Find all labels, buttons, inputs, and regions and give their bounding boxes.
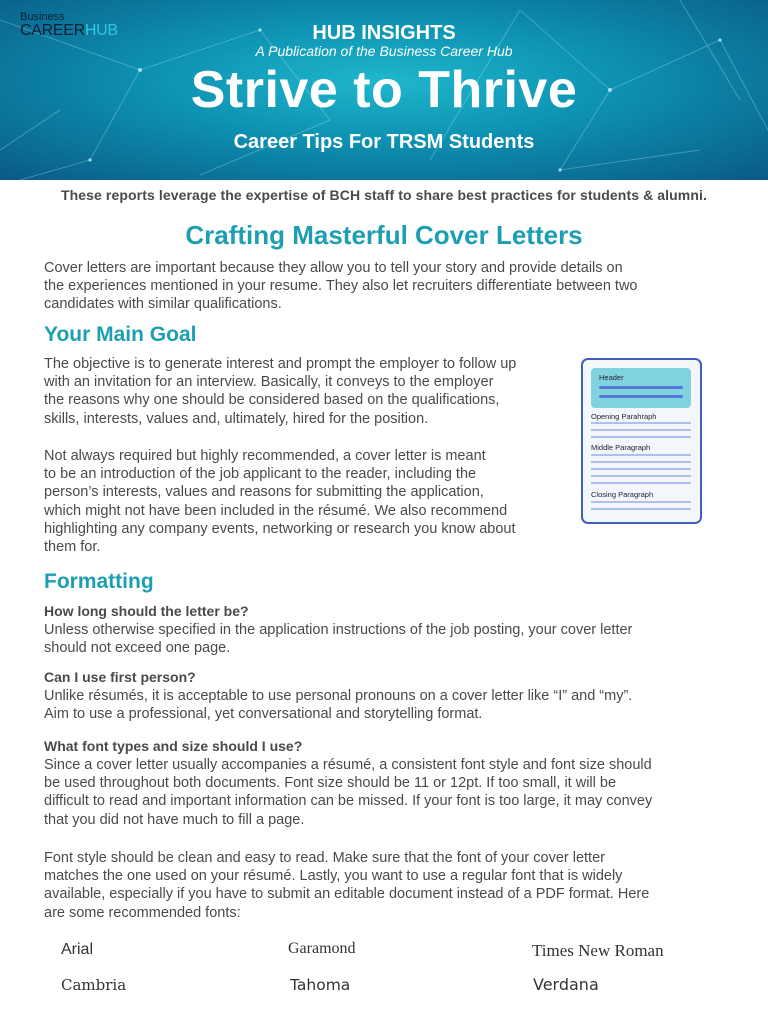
logo-career: CAREER (20, 22, 85, 39)
answer-paragraph (44, 687, 632, 723)
intro-statement: These reports leverage the expertise of BCH staff to share best practices for students & alumni. (60, 187, 707, 203)
header-bar (599, 386, 683, 389)
section-heading-formatting: Formatting (44, 570, 154, 593)
answer-paragraph (44, 756, 652, 829)
header-banner (0, 0, 768, 180)
font-sample-arial: Arial (61, 941, 94, 958)
font-sample-garamond: Garamond (288, 940, 356, 957)
question-heading: Can I use first person? (44, 669, 196, 685)
publication-line: A Publication of the Business Career Hub (255, 43, 513, 59)
font-sample-cambria: Cambria (61, 976, 127, 994)
text-line: Since a cover letter usually accompanies a résumé, a consistent font style and font size should (44, 757, 652, 773)
goal-paragraph-1 (44, 355, 516, 428)
placeholder-line (591, 454, 691, 456)
article-title: Crafting Masterful Cover Letters (185, 220, 583, 250)
lead-paragraph (44, 259, 637, 314)
question-heading: How long should the letter be? (44, 603, 249, 619)
newsletter-subtitle: Career Tips For TRSM Students (233, 131, 535, 153)
text-line: which might not have been included in the résumé. We also recommend (44, 502, 508, 519)
text-line: with an invitation for an interview. Basically, it conveys to the employer (44, 374, 494, 391)
text-line: Unless otherwise specified in the application instructions of the job posting, your cover letter (44, 622, 633, 638)
placeholder-line (591, 461, 691, 463)
placeholder-line (591, 468, 691, 470)
logo-line1: Business (20, 11, 65, 23)
placeholder-line (591, 429, 691, 431)
placeholder-line (591, 436, 691, 438)
text-line: Not always required but highly recommended, a cover letter is meant (44, 448, 486, 464)
placeholder-line (591, 482, 691, 484)
text-line: Aim to use a professional, yet conversational and storytelling format. (44, 706, 483, 723)
illustration-middle-label: Middle Paragraph (591, 443, 651, 452)
text-line: skills, interests, values and, ultimately, hired for the position. (44, 410, 429, 427)
illustration-header-block (591, 368, 691, 408)
text-line: difficult to read and important information can be missed. If your font is too large, it may convey (44, 793, 653, 810)
answer-paragraph (44, 621, 632, 657)
text-line: Font style should be clean and easy to read. Make sure that the font of your cover letter (44, 850, 605, 866)
text-line: matches the one used on your résumé. Lastly, you want to use a regular font that is widely (44, 868, 623, 885)
illustration-opening-label: Opening Parahraph (591, 412, 657, 421)
text-line: are some recommended fonts: (44, 904, 241, 921)
placeholder-line (591, 475, 691, 477)
newsletter-title: Strive to Thrive (190, 61, 578, 119)
font-sample-verdana: Verdana (533, 975, 599, 994)
illustration-header-label: Header (599, 373, 624, 382)
text-line: that you did not have much to fill a page. (44, 811, 305, 828)
question-heading: What font types and size should I use? (44, 738, 303, 754)
logo-hub: HUB (84, 22, 118, 39)
header-bar (599, 395, 683, 398)
text-line: Unlike résumés, it is acceptable to use personal pronouns on a cover letter like “I” and “my”. (44, 688, 633, 704)
placeholder-line (591, 501, 691, 503)
text-line: Cover letters are important because they allow you to tell your story and provide details on (44, 260, 623, 276)
text-line: be used throughout both documents. Font size should be 11 or 12pt. If too small, it will be (44, 775, 617, 792)
text-line: The objective is to generate interest and prompt the employer to follow up (44, 356, 517, 372)
series-title: HUB INSIGHTS (312, 22, 456, 44)
text-line: should not exceed one page. (44, 640, 231, 657)
text-line: the reasons why one should be considered based on the qualifications, (44, 392, 500, 409)
text-line: person’s interests, values and reasons for submitting the application, (44, 484, 484, 501)
text-line: highlighting any company events, networking or research you know about (44, 520, 516, 537)
illustration-closing-label: Closing Paragraph (591, 490, 654, 499)
text-line: candidates with similar qualifications. (44, 296, 282, 313)
text-line: the experiences mentioned in your resume. They also let recruiters differentiate between two (44, 278, 638, 295)
cover-letter-illustration (581, 358, 702, 524)
font-style-paragraph (44, 849, 649, 922)
font-sample-tahoma: Tahoma (290, 976, 351, 994)
placeholder-line (591, 422, 691, 424)
font-sample-times-new-roman: Times New Roman (532, 941, 664, 960)
goal-paragraph-2 (44, 447, 516, 556)
text-line: them for. (44, 539, 101, 556)
section-heading-main-goal: Your Main Goal (44, 323, 197, 346)
placeholder-line (591, 508, 691, 510)
text-line: to be an introduction of the job applicant to the reader, including the (44, 466, 477, 483)
text-line: available, especially if you have to submit an editable document instead of a PDF format. Here (44, 886, 650, 903)
